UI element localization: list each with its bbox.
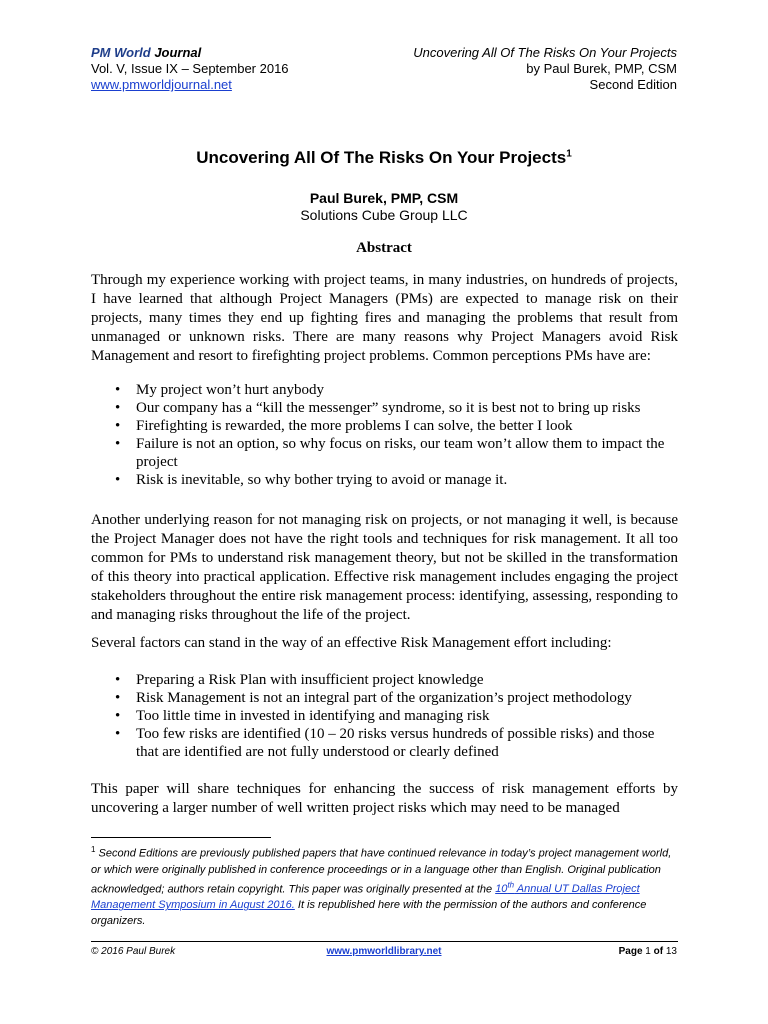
journal-word: Journal (150, 45, 202, 60)
running-title: Uncovering All Of The Risks On Your Projects (413, 45, 677, 60)
abstract-paragraph-1: Through my experience working with project teams, in many industries, on hundreds of projects, I have learned that although Project Managers (PMs) are expected to manage risk on their projects, many times they end up fighting fires and managing the problems that result from unmanaged or unknown risks. There are many reasons why Project Managers avoid Risk Management and resort to firefighting project problems. Common perceptions PMs have are: (91, 272, 678, 364)
edition-label: Second Edition (589, 77, 677, 92)
bullet-icon: • (115, 472, 121, 488)
footnote-text-before: Second Editions are previously published papers that have continued relevance in today’s project management world, or which were originally published in conference proceedings or in a language other than English. Original publication acknowledged; authors retain copyright. This paper was originally presented at the (91, 847, 672, 896)
header-right (413, 45, 677, 93)
list-item: • Failure is not an option, so why focus on risks, our team won’t allow them to impact the project (115, 436, 665, 470)
journal-name (91, 45, 289, 61)
bullet-icon: • (115, 418, 121, 434)
symposium-link[interactable]: 10th Annual UT Dallas Project Management Symposium in August 2016. (91, 880, 640, 912)
footnote-divider (91, 837, 271, 838)
list-item: • Preparing a Risk Plan with insufficient project knowledge (115, 672, 484, 688)
author-organization: Solutions Cube Group LLC (300, 207, 468, 223)
bullet-icon: • (115, 672, 121, 688)
bullet-icon: • (115, 708, 121, 724)
list-item: • Risk Management is not an integral part of the organization’s project methodology (115, 690, 632, 706)
library-url-link[interactable]: www.pmworldlibrary.net (326, 946, 442, 957)
header-byline: by Paul Burek, PMP, CSM (526, 61, 677, 76)
page-number: Page 1 of 13 (618, 946, 677, 957)
footnote-text-after: It is republished here with the permission of the authors and conference organizers. (91, 899, 647, 928)
footnote (91, 842, 678, 929)
paper-title (0, 148, 768, 168)
abstract-heading: Abstract (356, 240, 412, 256)
author-name: Paul Burek, PMP, CSM (309, 190, 459, 206)
list-item: • Too little time in invested in identifying and managing risk (115, 708, 490, 724)
bullet-icon: • (115, 436, 121, 452)
bullet-icon: • (115, 382, 121, 398)
factors-list (91, 671, 678, 761)
journal-url-link[interactable]: www.pmworldjournal.net (91, 77, 232, 92)
journal-brand: PM World (91, 45, 151, 60)
abstract-paragraph-3: Several factors can stand in the way of an effective Risk Management effort including: (91, 635, 612, 651)
footer-copyright: © 2016 Paul Burek (91, 946, 176, 957)
paper-title-text: Uncovering All Of The Risks On Your Projects (196, 148, 567, 167)
bullet-icon: • (115, 400, 121, 416)
list-item: • Our company has a “kill the messenger” syndrome, so it is best not to bring up risks (115, 400, 641, 416)
bullet-icon: • (115, 690, 121, 706)
list-item: • Risk is inevitable, so why bother trying to avoid or manage it. (115, 472, 508, 488)
list-item: • Firefighting is rewarded, the more problems I can solve, the better I look (115, 418, 573, 434)
footer-divider (91, 941, 678, 942)
list-item: • Too few risks are identified (10 – 20 risks versus hundreds of possible risks) and those that are identified are not fully understood or clearly defined (115, 726, 655, 760)
abstract-paragraph-2: Another underlying reason for not managing risk on projects, or not managing it well, is because the Project Manager does not have the right tools and techniques for risk management. It all too common for PMs to understand risk management theory, but not be skilled in the transformation of this theory into practical application. Effective risk management includes engaging the project stakeholders throughout the entire risk management process: identifying, assessing, responding to and managing risks throughout the life of the project. (91, 512, 678, 623)
footnote-number: 1 (91, 845, 96, 854)
list-item: • My project won’t hurt anybody (115, 382, 325, 398)
perceptions-list (91, 381, 678, 489)
header-left (91, 45, 289, 93)
volume-issue: Vol. V, Issue IX – September 2016 (91, 61, 289, 76)
title-footnote-mark: 1 (566, 148, 572, 160)
bullet-icon: • (115, 726, 121, 742)
abstract-paragraph-4: This paper will share techniques for enhancing the success of risk management efforts by uncovering a larger number of well written project risks which may need to be managed (91, 781, 678, 816)
